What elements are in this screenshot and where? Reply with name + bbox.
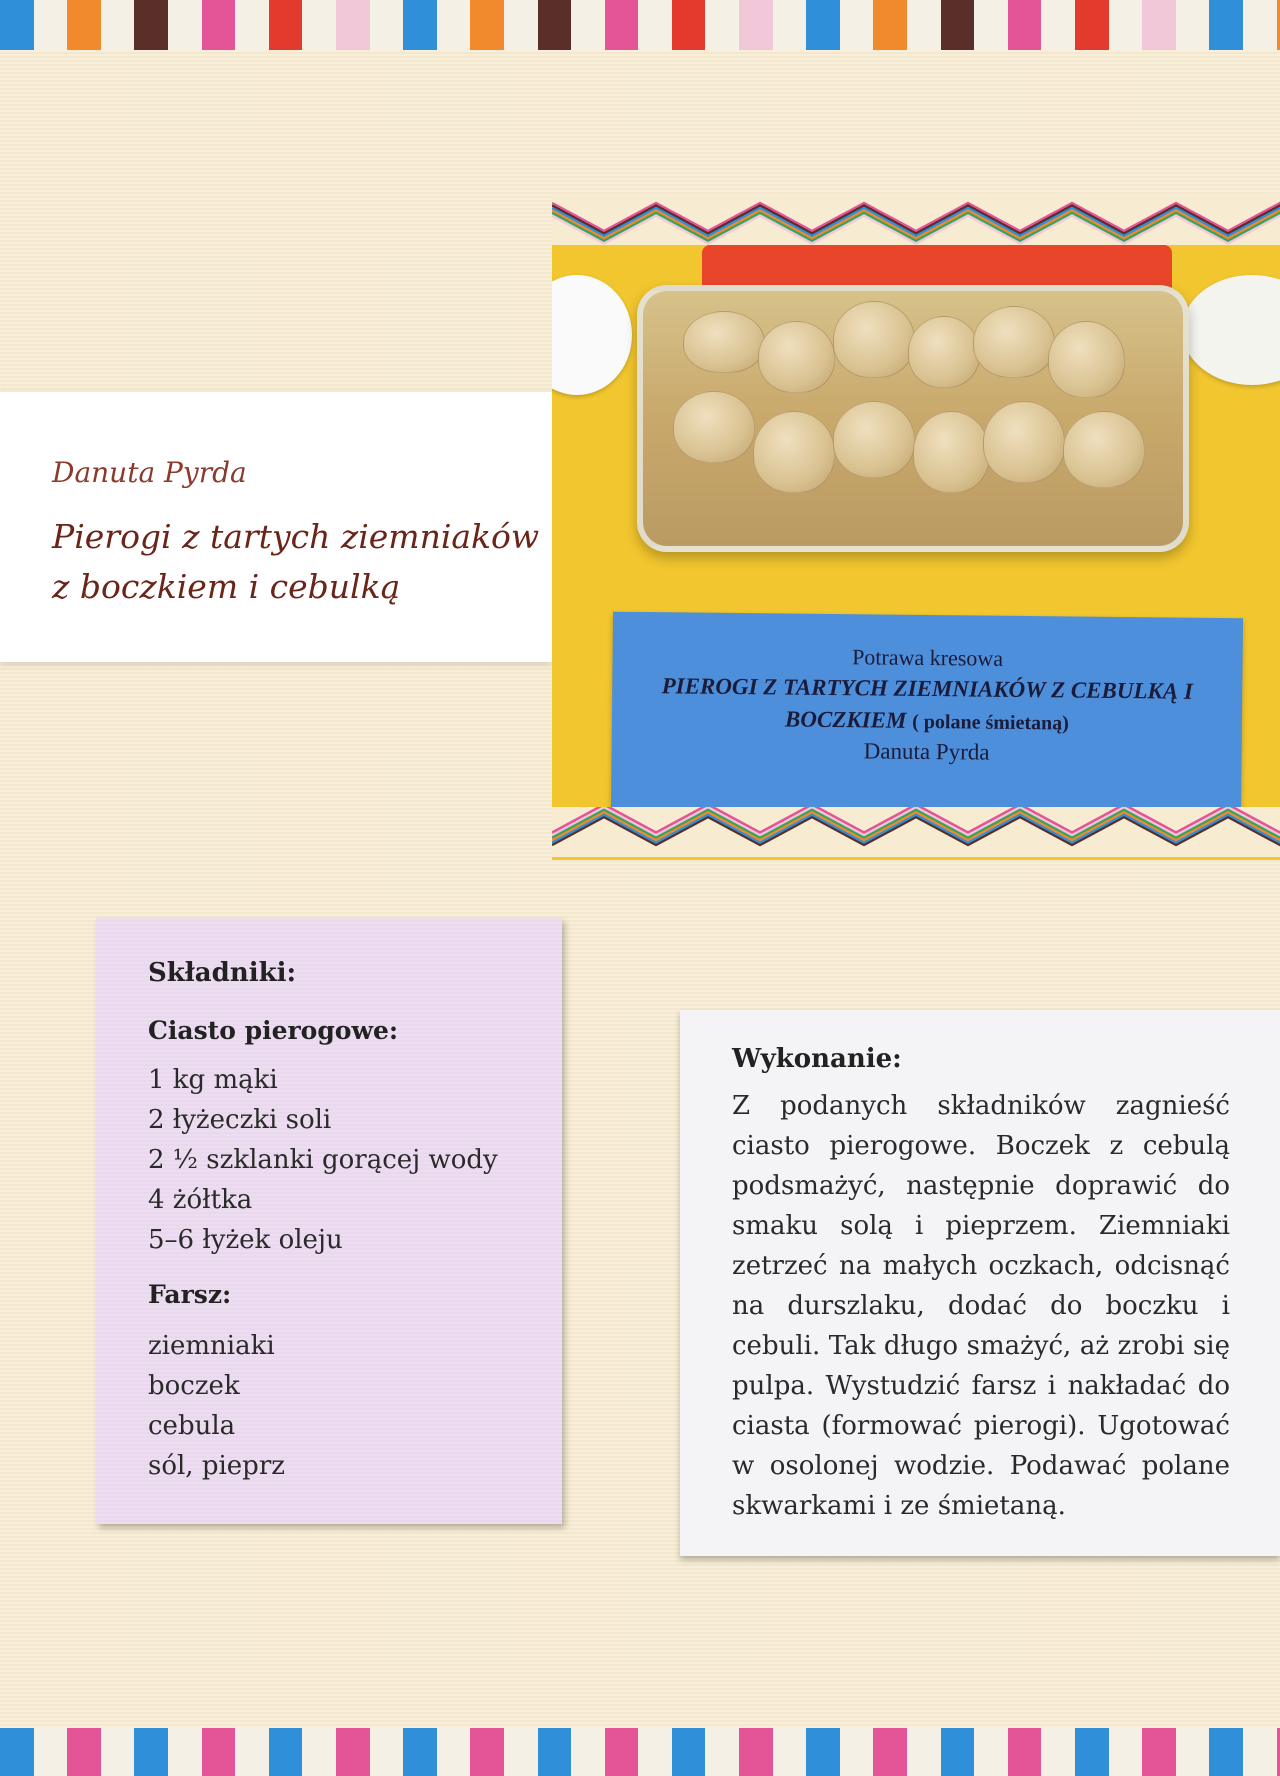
label-dish-title: PIEROGI Z TARTYCH ZIEMNIAKÓW Z CEBULKĄ I BOCZKIEM [661, 673, 1194, 733]
zigzag-border-top-icon [552, 195, 1280, 245]
stripe-segment [739, 0, 773, 50]
list-item: 5–6 łyżek oleju [148, 1225, 343, 1255]
stripe-segment [1041, 0, 1075, 50]
stripe-segment [1243, 1728, 1277, 1776]
stripe-segment [538, 1728, 572, 1776]
stripe-segment [1008, 0, 1042, 50]
stripe-segment [302, 1728, 336, 1776]
ingredients-card [96, 918, 562, 1524]
stripe-segment [907, 1728, 941, 1776]
pierog [1048, 321, 1125, 398]
pierog [758, 321, 835, 393]
stripe-segment [470, 1728, 504, 1776]
stripe-segment [134, 0, 168, 50]
filling-heading: Farsz: [148, 1280, 232, 1309]
stripe-segment [235, 1728, 269, 1776]
stripe-segment [907, 0, 941, 50]
stripe-segment [269, 0, 303, 50]
stripe-segment [974, 1728, 1008, 1776]
stripe-segment [1041, 1728, 1075, 1776]
stripe-segment [1075, 1728, 1109, 1776]
stripe-segment [672, 1728, 706, 1776]
list-item: sól, pieprz [148, 1451, 285, 1481]
stripe-segment [806, 0, 840, 50]
author-name: Danuta Pyrda [52, 456, 247, 489]
stripe-segment [638, 0, 672, 50]
pierog [833, 401, 915, 478]
stripe-segment [1109, 0, 1143, 50]
stripe-segment [773, 1728, 807, 1776]
stripe-segment [168, 1728, 202, 1776]
list-item: cebula [148, 1411, 236, 1441]
filling-list [148, 1326, 285, 1486]
pierog [1063, 411, 1145, 488]
method-card [680, 1010, 1280, 1556]
dish-label-card [611, 612, 1243, 819]
label-dish-note: ( polane śmietaną) [912, 710, 1069, 735]
stripe-segment [437, 1728, 471, 1776]
stripe-segment [672, 0, 706, 50]
stripe-segment [840, 1728, 874, 1776]
stripe-segment [1142, 1728, 1176, 1776]
stripe-segment [739, 1728, 773, 1776]
stripe-segment [571, 0, 605, 50]
stripe-segment [134, 1728, 168, 1776]
stripe-segment [34, 0, 68, 50]
stripe-segment [605, 0, 639, 50]
dish-photo [552, 195, 1280, 860]
method-text: Z podanych składników zagnieść ciasto pierogowe. Boczek z cebulą podsmażyć, następnie doprawić do smaku solą i pieprzem. Ziemniaki zetrzeć na małych oczkach, odcisnąć na durszlaku, dodać do boczku i cebuli. Tak długo smażyć, aż zrobi się pulpa. Wystudzić farsz i nakładać do ciasta (formować pierogi). Ugotować w osolonej wodzie. Podawać polane skwarkami i ze śmietaną. [732, 1091, 1230, 1521]
stripe-segment [504, 1728, 538, 1776]
ingredients-heading: Składniki: [148, 958, 297, 988]
pierog [913, 411, 990, 493]
list-item: 2 łyżeczki soli [148, 1105, 332, 1135]
label-dish-name [632, 670, 1223, 741]
stripe-segment [1209, 1728, 1243, 1776]
stripe-segment [403, 1728, 437, 1776]
pierog [983, 401, 1065, 483]
stripe-segment [1243, 0, 1277, 50]
stripe-segment [705, 1728, 739, 1776]
list-item: 1 kg mąki [148, 1065, 278, 1095]
stripe-segment [873, 1728, 907, 1776]
stripe-segment [269, 1728, 303, 1776]
pierog [908, 316, 980, 388]
stripe-segment [1209, 0, 1243, 50]
pierog [673, 391, 755, 463]
stripe-segment [806, 1728, 840, 1776]
stripe-segment [1176, 0, 1210, 50]
stripe-segment [873, 0, 907, 50]
list-item: 4 żółtka [148, 1185, 253, 1215]
side-plate [1182, 275, 1280, 385]
list-item: ziemniaki [148, 1331, 275, 1361]
stripe-segment [470, 0, 504, 50]
stripe-segment [1008, 1728, 1042, 1776]
stripe-segment [302, 0, 336, 50]
stripe-segment [974, 0, 1008, 50]
stripe-segment [336, 0, 370, 50]
list-item: boczek [148, 1371, 240, 1401]
stripe-segment [336, 1728, 370, 1776]
stripe-segment [101, 1728, 135, 1776]
label-category: Potrawa kresowa [852, 644, 1004, 671]
stripe-segment [1109, 1728, 1143, 1776]
stripe-segment [202, 1728, 236, 1776]
pierog [973, 306, 1055, 378]
stripe-segment [571, 1728, 605, 1776]
glass-baking-dish [637, 285, 1189, 552]
stripe-segment [1277, 1728, 1280, 1776]
stripe-segment [1176, 1728, 1210, 1776]
bottom-stripe-border [0, 1728, 1280, 1776]
recipe-title: Pierogi z tartych ziemniaków z boczkiem i cebulką [52, 517, 540, 606]
stripe-segment [773, 0, 807, 50]
stripe-segment [0, 0, 34, 50]
stripe-segment [1142, 0, 1176, 50]
zigzag-border-bottom-icon [552, 807, 1280, 857]
stripe-segment [202, 0, 236, 50]
list-item: 2 ½ szklanki gorącej wody [148, 1145, 498, 1175]
stripe-segment [67, 0, 101, 50]
stripe-segment [101, 0, 135, 50]
stripe-segment [403, 0, 437, 50]
stripe-segment [941, 0, 975, 50]
author-card [0, 392, 552, 662]
pierog [683, 311, 765, 373]
stripe-segment [235, 0, 269, 50]
stripe-segment [605, 1728, 639, 1776]
stripe-segment [638, 1728, 672, 1776]
stripe-segment [538, 0, 572, 50]
method-heading: Wykonanie: [732, 1044, 902, 1074]
label-author: Danuta Pyrda [863, 738, 990, 765]
top-stripe-border [0, 0, 1280, 50]
stripe-segment [941, 1728, 975, 1776]
stripe-segment [504, 0, 538, 50]
dough-list [148, 1060, 498, 1260]
stripe-segment [1277, 0, 1280, 50]
stripe-segment [705, 0, 739, 50]
stripe-segment [34, 1728, 68, 1776]
stripe-segment [168, 0, 202, 50]
pierog [753, 411, 835, 493]
stripe-segment [437, 0, 471, 50]
stripe-segment [370, 1728, 404, 1776]
stripe-segment [1075, 0, 1109, 50]
stripe-segment [67, 1728, 101, 1776]
dough-heading: Ciasto pierogowe: [148, 1016, 399, 1045]
pierog [833, 301, 915, 378]
stripe-segment [840, 0, 874, 50]
stripe-segment [370, 0, 404, 50]
cream-bowl [552, 275, 632, 395]
stripe-segment [0, 1728, 34, 1776]
